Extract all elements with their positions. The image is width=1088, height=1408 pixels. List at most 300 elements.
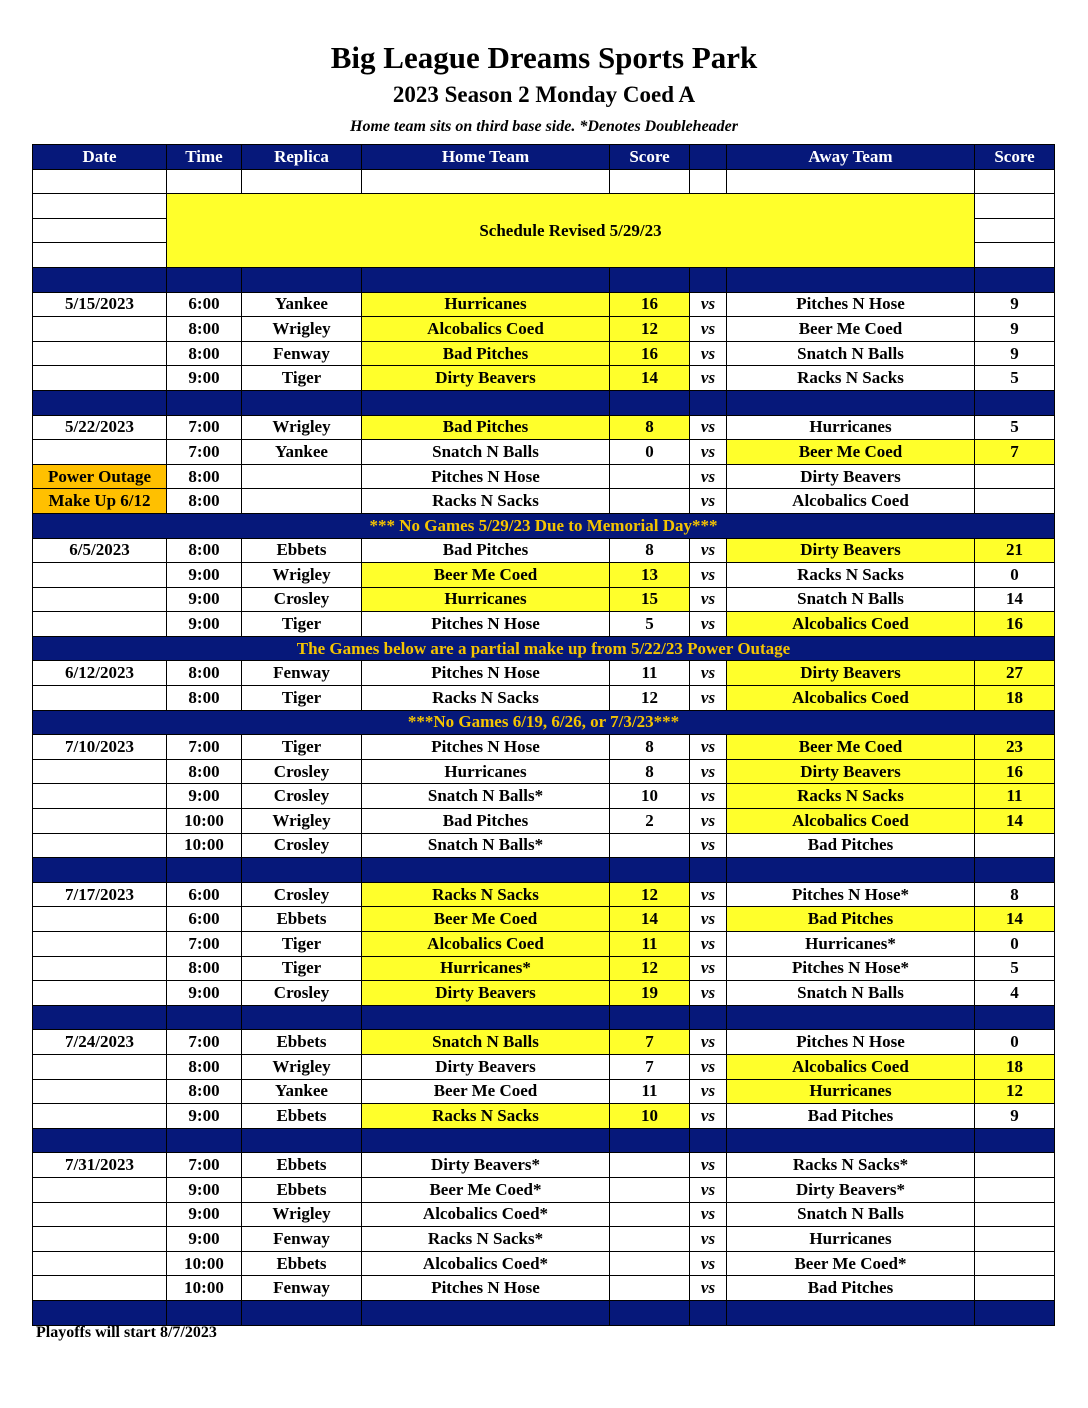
home-team: Hurricanes [362,759,610,784]
game-date [33,932,167,957]
away-score: 14 [975,587,1055,612]
game-time: 9:00 [167,1202,242,1227]
away-team: Alcobalics Coed [727,686,975,711]
game-time: 8:00 [167,489,242,514]
game-replica: Tiger [242,932,362,957]
away-team: Dirty Beavers [727,464,975,489]
cell [242,1128,362,1153]
game-time: 6:00 [167,292,242,317]
game-time: 9:00 [167,1177,242,1202]
game-replica: Yankee [242,1079,362,1104]
vs-label: vs [690,1251,727,1276]
home-team: Pitches N Hose [362,661,610,686]
cell [362,1128,610,1153]
cell [690,169,727,194]
table-row [33,415,1055,440]
game-time: 9:00 [167,1227,242,1252]
away-score: 16 [975,759,1055,784]
separator-row [33,1005,1055,1030]
home-score [610,1227,690,1252]
game-date [33,686,167,711]
game-time: 8:00 [167,1054,242,1079]
home-team: Dirty Beavers [362,1054,610,1079]
away-score [975,1177,1055,1202]
home-team: Bad Pitches [362,538,610,563]
cell [33,218,167,243]
home-score: 12 [610,317,690,342]
home-team: Snatch N Balls* [362,784,610,809]
table-row [33,661,1055,686]
game-time: 6:00 [167,882,242,907]
cell [33,243,167,268]
away-score: 8 [975,882,1055,907]
game-replica: Wrigley [242,317,362,342]
header-time: Time [167,145,242,170]
home-score: 10 [610,1104,690,1129]
cell [975,169,1055,194]
cell [727,1005,975,1030]
home-score [610,1153,690,1178]
game-time: 8:00 [167,341,242,366]
table-header-row [33,145,1055,170]
cell [975,1005,1055,1030]
home-team: Pitches N Hose [362,464,610,489]
away-score: 23 [975,735,1055,760]
cell [610,858,690,883]
table-row [33,932,1055,957]
table-row [33,464,1055,489]
separator-row [33,390,1055,415]
away-score [975,1153,1055,1178]
table-row [33,735,1055,760]
game-time: 7:00 [167,932,242,957]
vs-label: vs [690,1030,727,1055]
cell [690,858,727,883]
home-score: 14 [610,907,690,932]
away-team: Racks N Sacks [727,784,975,809]
away-score: 9 [975,317,1055,342]
away-team: Snatch N Balls [727,587,975,612]
away-team: Racks N Sacks* [727,1153,975,1178]
vs-label: vs [690,440,727,465]
home-score: 11 [610,661,690,686]
game-time: 7:00 [167,1153,242,1178]
game-time: 7:00 [167,415,242,440]
vs-label: vs [690,341,727,366]
game-time: 10:00 [167,809,242,834]
away-score: 27 [975,661,1055,686]
banner-row [33,194,1055,219]
game-replica: Fenway [242,1227,362,1252]
cell [690,1128,727,1153]
home-team: Racks N Sacks* [362,1227,610,1252]
table-row [33,784,1055,809]
game-date [33,1079,167,1104]
notice-text: *** No Games 5/29/23 Due to Memorial Day*** [33,513,1055,538]
home-score [610,1202,690,1227]
game-replica: Fenway [242,1276,362,1301]
game-time: 9:00 [167,563,242,588]
cell [975,194,1055,219]
away-score [975,1251,1055,1276]
game-date: 5/22/2023 [33,415,167,440]
home-team: Racks N Sacks [362,489,610,514]
cell [610,267,690,292]
game-replica: Ebbets [242,907,362,932]
game-date [33,956,167,981]
table-row [33,292,1055,317]
away-score: 9 [975,341,1055,366]
table-row [33,1104,1055,1129]
home-team: Bad Pitches [362,341,610,366]
cell [33,1128,167,1153]
vs-label: vs [690,1104,727,1129]
table-row [33,981,1055,1006]
cell [167,1128,242,1153]
game-date: 6/5/2023 [33,538,167,563]
away-team: Racks N Sacks [727,563,975,588]
game-time: 6:00 [167,907,242,932]
game-date [33,1227,167,1252]
table-row [33,1202,1055,1227]
table-row [33,882,1055,907]
home-team: Beer Me Coed [362,563,610,588]
cell [610,169,690,194]
away-team: Snatch N Balls [727,341,975,366]
away-team: Hurricanes [727,415,975,440]
vs-label: vs [690,661,727,686]
notice-text: ***No Games 6/19, 6/26, or 7/3/23*** [33,710,1055,735]
cell [362,169,610,194]
game-date [33,833,167,858]
away-score: 18 [975,686,1055,711]
cell [33,1300,167,1325]
game-time: 9:00 [167,612,242,637]
table-row [33,489,1055,514]
game-date: 7/17/2023 [33,882,167,907]
away-team: Racks N Sacks [727,366,975,391]
game-replica: Crosley [242,759,362,784]
away-score [975,489,1055,514]
cell [690,1005,727,1030]
game-date [33,366,167,391]
vs-label: vs [690,1153,727,1178]
game-replica: Yankee [242,440,362,465]
game-date [33,1202,167,1227]
cell [975,267,1055,292]
game-date [33,981,167,1006]
home-team: Bad Pitches [362,415,610,440]
cell [610,390,690,415]
away-team: Beer Me Coed [727,317,975,342]
game-replica: Fenway [242,341,362,366]
home-score: 11 [610,932,690,957]
cell [167,390,242,415]
cell [33,267,167,292]
vs-label: vs [690,784,727,809]
home-team: Bad Pitches [362,809,610,834]
game-date: 7/31/2023 [33,1153,167,1178]
game-replica: Tiger [242,735,362,760]
away-team: Snatch N Balls [727,981,975,1006]
vs-label: vs [690,563,727,588]
game-date: 5/15/2023 [33,292,167,317]
home-team: Dirty Beavers* [362,1153,610,1178]
cell [690,390,727,415]
schedule-table [32,144,1055,1326]
home-team: Dirty Beavers [362,366,610,391]
revised-banner: Schedule Revised 5/29/23 [167,194,975,268]
cell [362,267,610,292]
vs-label: vs [690,1276,727,1301]
away-score: 14 [975,907,1055,932]
away-team: Bad Pitches [727,833,975,858]
home-score: 16 [610,341,690,366]
home-team: Beer Me Coed* [362,1177,610,1202]
separator-row [33,267,1055,292]
vs-label: vs [690,366,727,391]
game-time: 7:00 [167,440,242,465]
table-row [33,1227,1055,1252]
away-team: Dirty Beavers [727,661,975,686]
cell [975,858,1055,883]
game-date [33,1054,167,1079]
home-team: Dirty Beavers [362,981,610,1006]
vs-label: vs [690,981,727,1006]
cell [610,1128,690,1153]
game-date: Power Outage [33,464,167,489]
game-replica: Tiger [242,612,362,637]
page-subtitle: 2023 Season 2 Monday Coed A [392,82,696,107]
table-row [33,1054,1055,1079]
game-time: 10:00 [167,1251,242,1276]
cell [167,169,242,194]
game-time: 8:00 [167,759,242,784]
vs-label: vs [690,587,727,612]
game-time: 7:00 [167,1030,242,1055]
home-team: Pitches N Hose [362,612,610,637]
vs-label: vs [690,686,727,711]
notice-row [33,710,1055,735]
home-score: 15 [610,587,690,612]
game-time: 8:00 [167,956,242,981]
home-score [610,1251,690,1276]
table-row [33,686,1055,711]
page-note: Home team sits on third base side. *Denotes Doubleheader [350,118,738,135]
away-score: 0 [975,563,1055,588]
game-date [33,563,167,588]
home-score: 12 [610,956,690,981]
home-team: Snatch N Balls [362,440,610,465]
home-team: Hurricanes [362,292,610,317]
away-score: 9 [975,292,1055,317]
away-team: Hurricanes* [727,932,975,957]
table-row [33,612,1055,637]
vs-label: vs [690,1227,727,1252]
separator-row [33,1128,1055,1153]
home-score: 8 [610,759,690,784]
away-score: 5 [975,415,1055,440]
game-replica: Crosley [242,981,362,1006]
home-score: 8 [610,538,690,563]
cell [242,169,362,194]
game-replica: Ebbets [242,538,362,563]
game-time: 7:00 [167,735,242,760]
game-date [33,587,167,612]
away-score: 18 [975,1054,1055,1079]
table-row [33,366,1055,391]
header-date: Date [33,145,167,170]
game-replica: Wrigley [242,809,362,834]
home-score: 8 [610,735,690,760]
table-row [33,587,1055,612]
cell [167,1300,242,1325]
cell [727,1128,975,1153]
cell [167,1005,242,1030]
header-away-team: Away Team [727,145,975,170]
vs-label: vs [690,538,727,563]
game-date [33,612,167,637]
vs-label: vs [690,292,727,317]
cell [33,194,167,219]
table-row [33,809,1055,834]
home-team: Snatch N Balls [362,1030,610,1055]
home-score [610,1177,690,1202]
table-row [33,317,1055,342]
home-score [610,464,690,489]
game-replica: Wrigley [242,1202,362,1227]
game-date: 7/24/2023 [33,1030,167,1055]
table-row [33,1276,1055,1301]
vs-label: vs [690,882,727,907]
away-team: Alcobalics Coed [727,1054,975,1079]
separator-row [33,1300,1055,1325]
away-score: 21 [975,538,1055,563]
home-score [610,1276,690,1301]
game-replica: Ebbets [242,1104,362,1129]
blank-row [33,169,1055,194]
cell [610,1300,690,1325]
home-team: Hurricanes [362,587,610,612]
home-team: Pitches N Hose [362,1276,610,1301]
cell [33,169,167,194]
vs-label: vs [690,1079,727,1104]
game-replica: Crosley [242,882,362,907]
vs-label: vs [690,489,727,514]
cell [362,390,610,415]
table-row [33,1251,1055,1276]
vs-label: vs [690,1202,727,1227]
home-score: 2 [610,809,690,834]
table-row [33,907,1055,932]
home-team: Snatch N Balls* [362,833,610,858]
vs-label: vs [690,612,727,637]
away-score: 7 [975,440,1055,465]
home-score: 12 [610,882,690,907]
cell [242,858,362,883]
game-replica: Ebbets [242,1030,362,1055]
away-score [975,1276,1055,1301]
cell [690,267,727,292]
home-score: 7 [610,1030,690,1055]
table-row [33,538,1055,563]
away-team: Snatch N Balls [727,1202,975,1227]
game-date [33,809,167,834]
table-row [33,563,1055,588]
page-title: Big League Dreams Sports Park [330,40,758,75]
game-date [33,1104,167,1129]
away-score [975,1227,1055,1252]
cell [33,858,167,883]
vs-label: vs [690,956,727,981]
cell [975,390,1055,415]
away-team: Bad Pitches [727,907,975,932]
cell [975,218,1055,243]
home-team: Racks N Sacks [362,686,610,711]
game-date [33,759,167,784]
game-date [33,1276,167,1301]
vs-label: vs [690,464,727,489]
away-team: Bad Pitches [727,1276,975,1301]
home-team: Beer Me Coed [362,907,610,932]
away-score: 5 [975,956,1055,981]
away-team: Alcobalics Coed [727,809,975,834]
away-team: Dirty Beavers [727,538,975,563]
home-team: Racks N Sacks [362,1104,610,1129]
away-score: 14 [975,809,1055,834]
cell [167,858,242,883]
away-score [975,464,1055,489]
game-time: 8:00 [167,1079,242,1104]
table-row [33,341,1055,366]
header-home-score: Score [610,145,690,170]
away-team: Dirty Beavers* [727,1177,975,1202]
cell [727,267,975,292]
table-row [33,1177,1055,1202]
away-score: 0 [975,932,1055,957]
game-replica: Wrigley [242,1054,362,1079]
home-team: Alcobalics Coed* [362,1251,610,1276]
cell [727,169,975,194]
game-replica: Tiger [242,686,362,711]
home-team: Alcobalics Coed* [362,1202,610,1227]
vs-label: vs [690,1054,727,1079]
notice-row [33,513,1055,538]
vs-label: vs [690,833,727,858]
home-score: 13 [610,563,690,588]
game-date [33,317,167,342]
away-score [975,1202,1055,1227]
game-replica: Fenway [242,661,362,686]
home-score: 5 [610,612,690,637]
home-score: 7 [610,1054,690,1079]
cell [362,858,610,883]
away-team: Pitches N Hose* [727,882,975,907]
cell [33,1005,167,1030]
home-score: 0 [610,440,690,465]
away-team: Beer Me Coed [727,440,975,465]
home-team: Hurricanes* [362,956,610,981]
game-time: 9:00 [167,366,242,391]
table-row [33,1153,1055,1178]
game-time: 8:00 [167,538,242,563]
game-time: 8:00 [167,317,242,342]
vs-label: vs [690,415,727,440]
game-replica [242,489,362,514]
cell [610,1005,690,1030]
table-row [33,833,1055,858]
header-home-team: Home Team [362,145,610,170]
